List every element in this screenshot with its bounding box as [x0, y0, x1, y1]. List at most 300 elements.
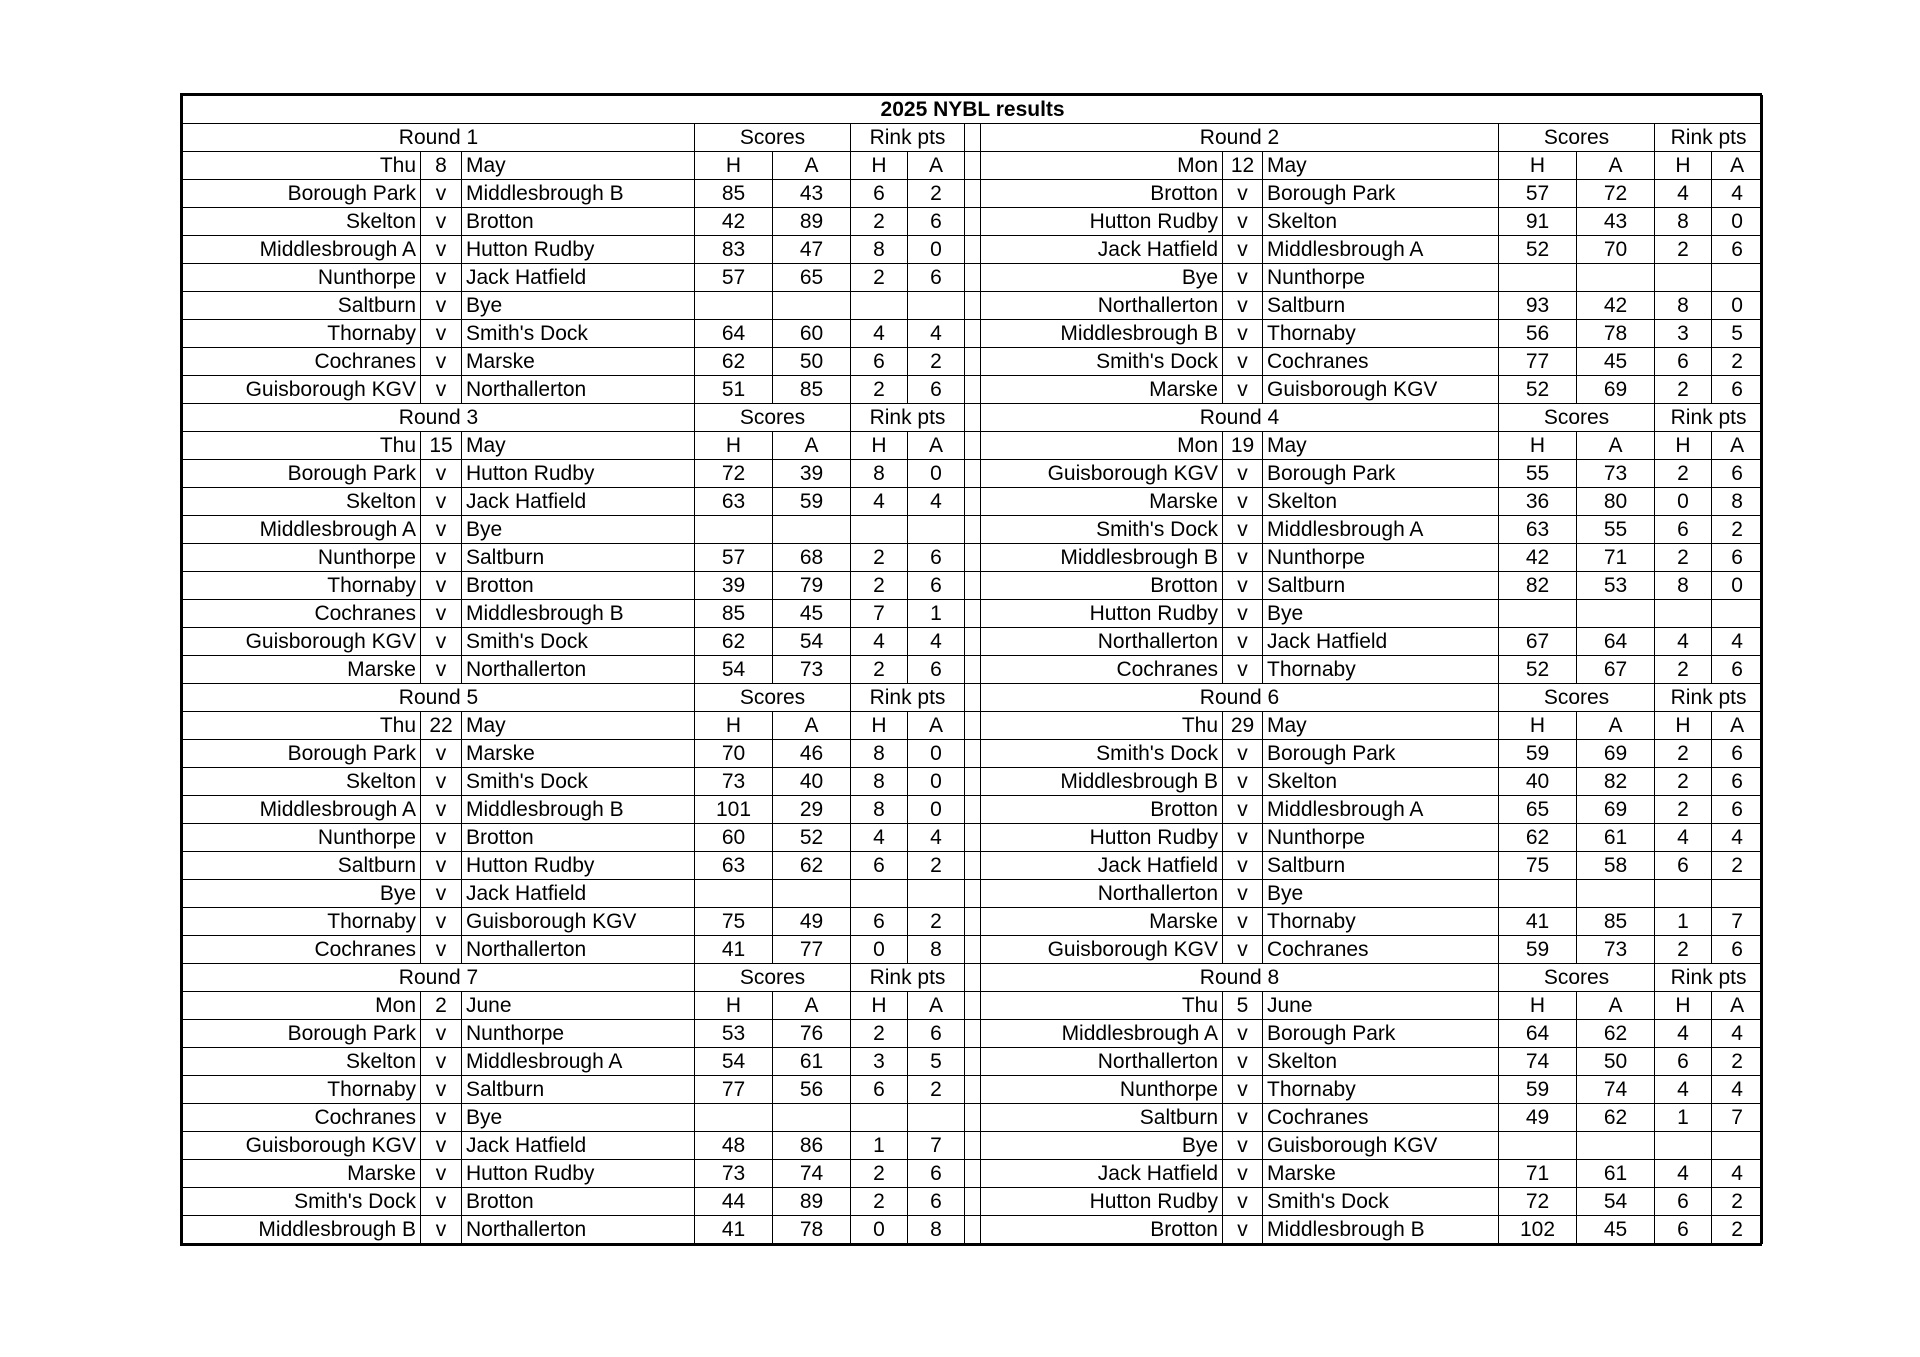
versus-label: v [421, 852, 462, 880]
home-score: 63 [695, 852, 773, 880]
away-team: Bye [1263, 880, 1499, 908]
home-rink-pts: 2 [851, 1188, 908, 1216]
away-rink-pts [908, 516, 965, 544]
date-row [183, 712, 1763, 740]
home-team: Middlesbrough B [981, 544, 1223, 572]
away-team: Hutton Rudby [462, 460, 695, 488]
away-rink-pts: 6 [908, 1020, 965, 1048]
home-column-header: H [851, 712, 908, 740]
away-score: 50 [773, 348, 851, 376]
away-rink-pts: 6 [908, 572, 965, 600]
match-row [183, 796, 1763, 824]
column-separator [965, 180, 981, 208]
match-row [183, 824, 1763, 852]
round-title: Round 5 [183, 684, 695, 712]
away-team: Middlesbrough B [1263, 1216, 1499, 1244]
date-number: 15 [421, 432, 462, 460]
away-score: 59 [773, 488, 851, 516]
rink-pts-header: Rink pts [1655, 404, 1763, 432]
home-rink-pts: 2 [1655, 460, 1712, 488]
away-team: Saltburn [1263, 292, 1499, 320]
versus-label: v [421, 516, 462, 544]
away-score: 61 [1577, 824, 1655, 852]
home-rink-pts: 2 [851, 656, 908, 684]
away-team: Middlesbrough A [462, 1048, 695, 1076]
home-score: 70 [695, 740, 773, 768]
versus-label: v [1223, 1048, 1263, 1076]
home-rink-pts: 8 [851, 460, 908, 488]
away-score: 69 [1577, 376, 1655, 404]
rink-pts-header: Rink pts [1655, 684, 1763, 712]
home-team: Northallerton [981, 1048, 1223, 1076]
home-score [695, 292, 773, 320]
home-rink-pts: 6 [851, 180, 908, 208]
away-score: 52 [773, 824, 851, 852]
home-team: Nunthorpe [183, 824, 421, 852]
away-team: Nunthorpe [1263, 264, 1499, 292]
column-separator [965, 908, 981, 936]
away-score: 69 [1577, 796, 1655, 824]
home-team: Brotton [981, 180, 1223, 208]
home-score: 57 [695, 544, 773, 572]
away-score: 73 [773, 656, 851, 684]
scores-header: Scores [1499, 684, 1655, 712]
column-separator [965, 992, 981, 1020]
versus-label: v [1223, 768, 1263, 796]
home-score: 51 [695, 376, 773, 404]
away-team: Guisborough KGV [462, 908, 695, 936]
versus-label: v [1223, 488, 1263, 516]
away-rink-pts: 5 [1712, 320, 1763, 348]
day-label: Thu [183, 152, 421, 180]
round-title: Round 1 [183, 124, 695, 152]
away-score: 69 [1577, 740, 1655, 768]
away-rink-pts: 6 [908, 1188, 965, 1216]
home-score: 59 [1499, 740, 1577, 768]
home-score: 54 [695, 656, 773, 684]
day-label: Mon [183, 992, 421, 1020]
home-rink-pts: 2 [1655, 656, 1712, 684]
home-column-header: H [851, 432, 908, 460]
away-team: Marske [462, 348, 695, 376]
home-rink-pts: 6 [1655, 516, 1712, 544]
rink-pts-header: Rink pts [1655, 124, 1763, 152]
away-score: 70 [1577, 236, 1655, 264]
round-title: Round 8 [981, 964, 1499, 992]
home-rink-pts: 1 [1655, 1104, 1712, 1132]
away-team: Nunthorpe [1263, 544, 1499, 572]
home-score: 74 [1499, 1048, 1577, 1076]
away-score: 61 [773, 1048, 851, 1076]
away-team: Middlesbrough A [1263, 516, 1499, 544]
away-rink-pts: 0 [1712, 292, 1763, 320]
away-team: Borough Park [1263, 180, 1499, 208]
date-row [183, 152, 1763, 180]
versus-label: v [1223, 236, 1263, 264]
away-team: Thornaby [1263, 656, 1499, 684]
versus-label: v [1223, 180, 1263, 208]
home-column-header: H [695, 432, 773, 460]
home-rink-pts: 4 [1655, 1076, 1712, 1104]
away-rink-pts [1712, 1132, 1763, 1160]
day-label: Mon [981, 432, 1223, 460]
home-rink-pts: 8 [1655, 292, 1712, 320]
home-rink-pts: 6 [851, 908, 908, 936]
home-team: Thornaby [183, 908, 421, 936]
away-rink-pts: 4 [1712, 1020, 1763, 1048]
match-row [183, 376, 1763, 404]
away-column-header: A [1712, 432, 1763, 460]
match-row [183, 852, 1763, 880]
away-rink-pts: 6 [1712, 936, 1763, 964]
home-rink-pts: 6 [1655, 1188, 1712, 1216]
month-label: May [462, 152, 695, 180]
home-score: 54 [695, 1048, 773, 1076]
match-row [183, 1076, 1763, 1104]
away-rink-pts: 6 [908, 544, 965, 572]
home-team: Northallerton [981, 880, 1223, 908]
home-rink-pts: 4 [1655, 180, 1712, 208]
away-column-header: A [773, 992, 851, 1020]
home-rink-pts: 2 [851, 1160, 908, 1188]
away-team: Northallerton [462, 936, 695, 964]
home-team: Skelton [183, 208, 421, 236]
home-score: 36 [1499, 488, 1577, 516]
home-team: Guisborough KGV [183, 376, 421, 404]
away-team: Skelton [1263, 208, 1499, 236]
home-score: 57 [695, 264, 773, 292]
home-team: Marske [981, 488, 1223, 516]
match-row [183, 1188, 1763, 1216]
home-column-header: H [1499, 432, 1577, 460]
home-rink-pts: 6 [1655, 1048, 1712, 1076]
scores-header: Scores [1499, 964, 1655, 992]
versus-label: v [421, 1076, 462, 1104]
versus-label: v [1223, 348, 1263, 376]
versus-label: v [421, 376, 462, 404]
date-number: 5 [1223, 992, 1263, 1020]
away-score [773, 292, 851, 320]
home-team: Jack Hatfield [981, 236, 1223, 264]
home-team: Bye [981, 1132, 1223, 1160]
home-rink-pts: 4 [1655, 1020, 1712, 1048]
versus-label: v [1223, 796, 1263, 824]
home-rink-pts: 2 [1655, 768, 1712, 796]
scores-header: Scores [695, 404, 851, 432]
date-number: 2 [421, 992, 462, 1020]
home-rink-pts: 1 [851, 1132, 908, 1160]
away-team: Hutton Rudby [462, 852, 695, 880]
match-row [183, 768, 1763, 796]
day-label: Thu [981, 992, 1223, 1020]
away-rink-pts: 6 [1712, 796, 1763, 824]
versus-label: v [1223, 656, 1263, 684]
column-separator [965, 320, 981, 348]
column-separator [965, 1188, 981, 1216]
away-team: Middlesbrough A [1263, 236, 1499, 264]
away-team: Thornaby [1263, 320, 1499, 348]
home-score: 59 [1499, 936, 1577, 964]
day-label: Mon [981, 152, 1223, 180]
home-rink-pts: 2 [851, 572, 908, 600]
versus-label: v [421, 600, 462, 628]
away-team: Skelton [1263, 488, 1499, 516]
away-rink-pts: 4 [908, 824, 965, 852]
away-rink-pts: 6 [1712, 768, 1763, 796]
versus-label: v [421, 880, 462, 908]
home-score: 64 [695, 320, 773, 348]
home-score: 53 [695, 1020, 773, 1048]
column-separator [965, 1216, 981, 1244]
away-rink-pts: 4 [908, 320, 965, 348]
home-team: Middlesbrough A [183, 236, 421, 264]
away-rink-pts: 6 [1712, 460, 1763, 488]
away-score: 54 [773, 628, 851, 656]
home-team: Saltburn [183, 292, 421, 320]
home-team: Guisborough KGV [183, 628, 421, 656]
versus-label: v [421, 936, 462, 964]
away-score: 62 [1577, 1020, 1655, 1048]
away-rink-pts: 7 [1712, 908, 1763, 936]
round-title: Round 6 [981, 684, 1499, 712]
away-team: Smith's Dock [1263, 1188, 1499, 1216]
away-rink-pts: 0 [908, 740, 965, 768]
away-rink-pts: 6 [1712, 544, 1763, 572]
home-column-header: H [1499, 712, 1577, 740]
away-score: 47 [773, 236, 851, 264]
versus-label: v [1223, 320, 1263, 348]
away-score: 42 [1577, 292, 1655, 320]
home-score [1499, 264, 1577, 292]
match-row [183, 1216, 1763, 1244]
versus-label: v [1223, 880, 1263, 908]
away-score: 61 [1577, 1160, 1655, 1188]
column-separator [965, 600, 981, 628]
month-label: June [462, 992, 695, 1020]
versus-label: v [1223, 936, 1263, 964]
home-team: Bye [981, 264, 1223, 292]
home-score: 65 [1499, 796, 1577, 824]
versus-label: v [421, 292, 462, 320]
versus-label: v [421, 236, 462, 264]
away-score: 45 [1577, 1216, 1655, 1244]
away-rink-pts: 7 [1712, 1104, 1763, 1132]
away-score: 77 [773, 936, 851, 964]
home-team: Cochranes [183, 600, 421, 628]
away-column-header: A [908, 712, 965, 740]
away-score [1577, 264, 1655, 292]
column-separator [965, 292, 981, 320]
home-team: Hutton Rudby [981, 600, 1223, 628]
away-score: 50 [1577, 1048, 1655, 1076]
versus-label: v [1223, 516, 1263, 544]
home-team: Middlesbrough B [981, 768, 1223, 796]
away-column-header: A [908, 992, 965, 1020]
away-team: Hutton Rudby [462, 1160, 695, 1188]
match-row [183, 1132, 1763, 1160]
home-team: Cochranes [183, 348, 421, 376]
rink-pts-header: Rink pts [851, 684, 965, 712]
home-score: 44 [695, 1188, 773, 1216]
home-rink-pts: 2 [1655, 544, 1712, 572]
versus-label: v [1223, 460, 1263, 488]
away-rink-pts [908, 292, 965, 320]
home-score: 85 [695, 180, 773, 208]
column-separator [965, 852, 981, 880]
home-score: 85 [695, 600, 773, 628]
away-team: Bye [462, 1104, 695, 1132]
home-score: 60 [695, 824, 773, 852]
home-score: 83 [695, 236, 773, 264]
home-team: Brotton [981, 796, 1223, 824]
column-separator [965, 432, 981, 460]
home-team: Smith's Dock [981, 348, 1223, 376]
away-score: 65 [773, 264, 851, 292]
home-score: 62 [1499, 824, 1577, 852]
home-rink-pts: 6 [1655, 852, 1712, 880]
scores-header: Scores [1499, 404, 1655, 432]
home-score: 101 [695, 796, 773, 824]
home-score: 72 [695, 460, 773, 488]
away-rink-pts: 2 [908, 852, 965, 880]
home-rink-pts [1655, 880, 1712, 908]
column-separator [965, 208, 981, 236]
home-score: 62 [695, 348, 773, 376]
away-score: 74 [773, 1160, 851, 1188]
versus-label: v [421, 544, 462, 572]
home-score: 41 [695, 1216, 773, 1244]
versus-label: v [421, 180, 462, 208]
away-rink-pts: 6 [908, 376, 965, 404]
home-score: 56 [1499, 320, 1577, 348]
column-separator [965, 740, 981, 768]
away-team: Thornaby [1263, 1076, 1499, 1104]
away-rink-pts: 4 [1712, 824, 1763, 852]
column-separator [965, 460, 981, 488]
versus-label: v [421, 208, 462, 236]
match-row [183, 516, 1763, 544]
home-column-header: H [851, 152, 908, 180]
away-column-header: A [1712, 152, 1763, 180]
away-team: Brotton [462, 1188, 695, 1216]
versus-label: v [421, 796, 462, 824]
home-team: Thornaby [183, 572, 421, 600]
home-rink-pts: 4 [851, 628, 908, 656]
away-team: Smith's Dock [462, 628, 695, 656]
home-column-header: H [695, 992, 773, 1020]
versus-label: v [421, 264, 462, 292]
home-rink-pts: 0 [851, 936, 908, 964]
away-score [1577, 600, 1655, 628]
home-column-header: H [1655, 992, 1712, 1020]
home-rink-pts: 2 [851, 264, 908, 292]
column-separator [965, 404, 981, 432]
home-score: 39 [695, 572, 773, 600]
away-rink-pts: 4 [908, 628, 965, 656]
date-row [183, 432, 1763, 460]
match-row [183, 628, 1763, 656]
home-score: 75 [1499, 852, 1577, 880]
match-row [183, 740, 1763, 768]
match-row [183, 600, 1763, 628]
column-separator [965, 712, 981, 740]
home-team: Marske [981, 376, 1223, 404]
date-number: 29 [1223, 712, 1263, 740]
away-score: 45 [1577, 348, 1655, 376]
column-separator [965, 572, 981, 600]
away-team: Jack Hatfield [462, 264, 695, 292]
home-rink-pts: 2 [851, 544, 908, 572]
home-team: Middlesbrough A [183, 796, 421, 824]
rink-pts-header: Rink pts [851, 124, 965, 152]
versus-label: v [421, 1216, 462, 1244]
home-column-header: H [1655, 152, 1712, 180]
home-score: 67 [1499, 628, 1577, 656]
away-team: Guisborough KGV [1263, 376, 1499, 404]
column-separator [965, 544, 981, 572]
home-rink-pts: 2 [1655, 796, 1712, 824]
round-title: Round 3 [183, 404, 695, 432]
away-rink-pts: 6 [1712, 656, 1763, 684]
away-rink-pts: 4 [1712, 1076, 1763, 1104]
away-column-header: A [1712, 992, 1763, 1020]
home-score: 93 [1499, 292, 1577, 320]
away-team: Northallerton [462, 376, 695, 404]
away-score: 72 [1577, 180, 1655, 208]
match-row [183, 572, 1763, 600]
home-score: 42 [695, 208, 773, 236]
away-team: Borough Park [1263, 1020, 1499, 1048]
home-team: Cochranes [981, 656, 1223, 684]
away-score: 85 [1577, 908, 1655, 936]
away-column-header: A [1577, 992, 1655, 1020]
away-rink-pts: 6 [908, 656, 965, 684]
rink-pts-header: Rink pts [851, 964, 965, 992]
home-team: Nunthorpe [981, 1076, 1223, 1104]
home-rink-pts [851, 1104, 908, 1132]
away-score: 85 [773, 376, 851, 404]
results-table [182, 95, 1763, 1244]
column-separator [965, 824, 981, 852]
away-team: Middlesbrough B [462, 180, 695, 208]
versus-label: v [421, 908, 462, 936]
home-column-header: H [1655, 432, 1712, 460]
home-score: 62 [695, 628, 773, 656]
away-rink-pts: 6 [1712, 740, 1763, 768]
versus-label: v [421, 1188, 462, 1216]
away-score [773, 1104, 851, 1132]
home-rink-pts: 6 [851, 348, 908, 376]
away-team: Brotton [462, 208, 695, 236]
home-rink-pts: 2 [851, 208, 908, 236]
match-row [183, 1160, 1763, 1188]
versus-label: v [421, 1020, 462, 1048]
home-rink-pts: 7 [851, 600, 908, 628]
versus-label: v [1223, 264, 1263, 292]
home-rink-pts [1655, 264, 1712, 292]
away-score: 43 [1577, 208, 1655, 236]
versus-label: v [1223, 1188, 1263, 1216]
away-score: 73 [1577, 936, 1655, 964]
away-score: 62 [773, 852, 851, 880]
home-score [695, 1104, 773, 1132]
versus-label: v [1223, 1104, 1263, 1132]
away-score: 43 [773, 180, 851, 208]
versus-label: v [421, 768, 462, 796]
home-team: Smith's Dock [183, 1188, 421, 1216]
home-team: Jack Hatfield [981, 1160, 1223, 1188]
home-team: Marske [183, 656, 421, 684]
